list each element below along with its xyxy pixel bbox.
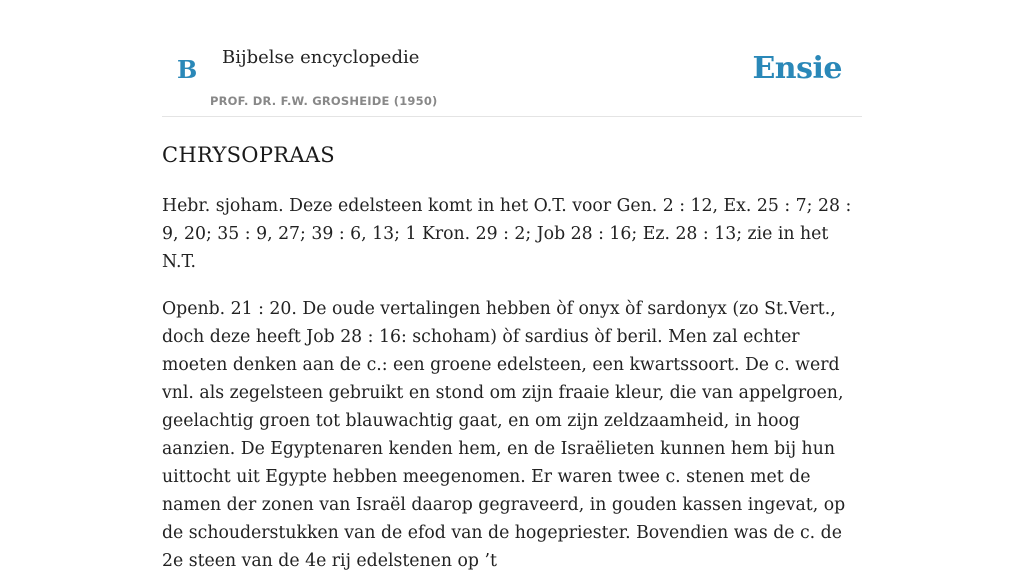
book-letter-icon[interactable]: B bbox=[177, 55, 198, 84]
page-header bbox=[162, 0, 862, 117]
book-title-link[interactable]: Bijbelse encyclopedie bbox=[222, 47, 420, 68]
article-body bbox=[162, 138, 862, 575]
article-paragraph: Openb. 21 : 20. De oude vertalingen hebben òf onyx òf sardonyx (zo St.Vert., doch deze heeft Job 28 : 16: schoham) òf sardius òf beril. Men zal echter moeten denken aan de c.: een groene edelsteen, een kwartssoort. De c. werd vnl. als zegelsteen gebruikt en stond om zijn fraaie kleur, die van appelgroen, geelachtig groen tot blauwachtig gaat, en om zijn zeldzaamheid, in hoog aanzien. De Egyptenaren kenden hem, en de Israëlieten kunnen hem bij hun uittocht uit Egypte hebben meegenomen. Er waren twee c. stenen met de namen der zonen van Israël daarop gegraveerd, in gouden kassen ingevat, op de schouderstukken van de efod van de hogepriester. Bovendien was de c. de 2e steen van de 4e rij edelstenen op ’t bbox=[162, 299, 846, 571]
author-label: PROF. DR. F.W. GROSHEIDE (1950) bbox=[210, 94, 438, 108]
ensie-logo-link[interactable]: Ensie bbox=[752, 51, 842, 86]
entry-title: CHRYSOPRAAS bbox=[162, 143, 335, 167]
article-paragraph: Hebr. sjoham. Deze edelsteen komt in het O.T. voor Gen. 2 : 12, Ex. 25 : 7; 28 : 9, 20; 35 : 9, 27; 39 : 6, 13; 1 Kron. 29 : 2; Job 28 : 16; Ez. 28 : 13; zie in het N.T. bbox=[162, 196, 852, 272]
